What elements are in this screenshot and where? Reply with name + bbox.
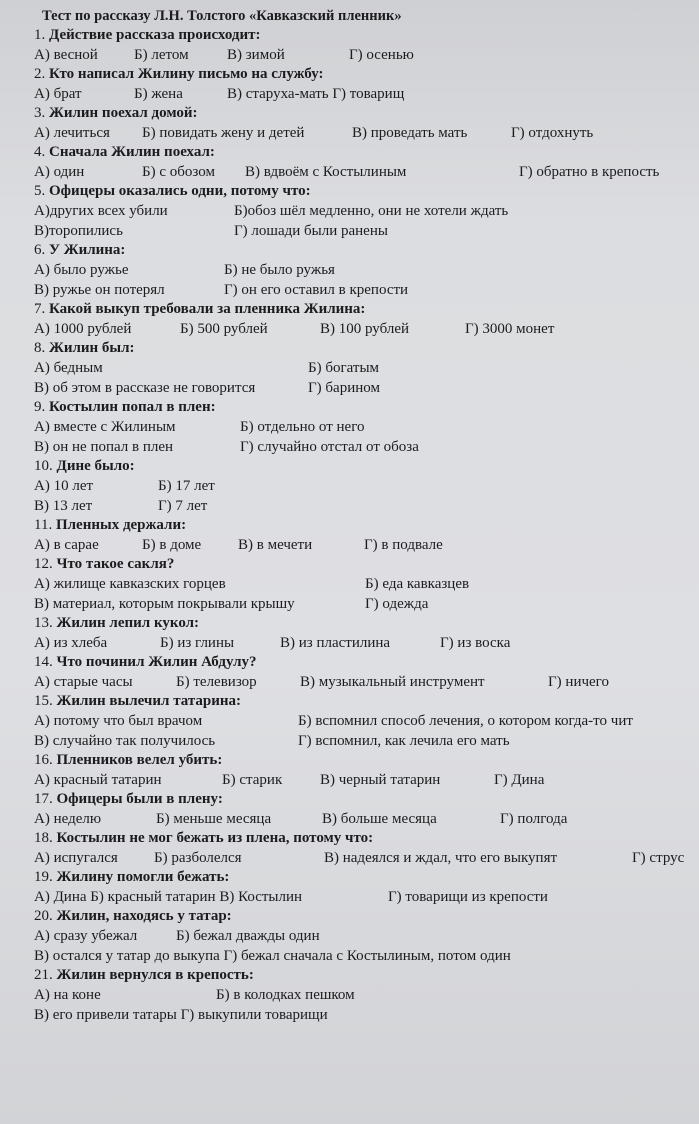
question-7 (34, 300, 699, 339)
answer-option[interactable]: В) в мечети (238, 537, 313, 553)
question-text (34, 692, 699, 711)
answer-option[interactable]: Б) не было ружья (224, 262, 335, 278)
question-number: 11. (34, 517, 53, 533)
answer-option[interactable]: Г) Дина (494, 772, 545, 788)
answer-row (34, 574, 699, 594)
answer-option[interactable]: В) вдвоём с Костылиным (245, 164, 407, 180)
question-12 (34, 555, 699, 614)
answer-option[interactable]: Г) обратно в крепость (519, 164, 660, 180)
answer-row (34, 123, 699, 143)
answer-option[interactable]: А) из хлеба (34, 635, 108, 651)
question-number: 7. (34, 301, 46, 317)
answer-option[interactable]: Б) в доме (142, 537, 202, 553)
answer-row (34, 260, 699, 280)
answer-option[interactable]: А) 1000 рублей (34, 321, 132, 337)
question-label: Что такое сакля? (52, 556, 175, 572)
answer-row (34, 946, 699, 966)
answer-option[interactable]: В) об этом в рассказе не говорится (34, 380, 256, 396)
question-number: 17. (34, 791, 53, 807)
question-2 (34, 65, 699, 104)
question-14 (34, 653, 699, 692)
answer-option[interactable]: Г) в подвале (364, 537, 443, 553)
answer-option[interactable]: Б) богатым (308, 360, 380, 376)
question-number: 9. (34, 399, 46, 415)
answer-option[interactable]: В) из пластилина (280, 635, 391, 651)
answer-row (34, 711, 699, 731)
question-number: 2. (34, 66, 46, 82)
question-number: 16. (34, 752, 53, 768)
answer-option[interactable]: А) потому что был врачом (34, 713, 203, 729)
answer-option[interactable]: В) ружье он потерял (34, 282, 165, 298)
answer-row (34, 280, 699, 300)
question-text (34, 907, 699, 926)
answer-option[interactable]: А) бедным (34, 360, 103, 376)
answer-option[interactable]: В) случайно так получилось (34, 733, 216, 749)
answer-row (34, 319, 699, 339)
question-label: Офицеры были в плену: (52, 791, 223, 807)
question-17 (34, 790, 699, 829)
answer-option[interactable]: А) сразу убежал (34, 928, 138, 944)
answer-row (34, 378, 699, 398)
answer-option[interactable]: А)других всех убили (34, 203, 168, 219)
question-text (34, 300, 699, 319)
answer-option[interactable]: А) вместе с Жилиным (34, 419, 176, 435)
answer-row (34, 221, 699, 241)
answer-row (34, 672, 699, 692)
answer-option[interactable]: Г) из воска (440, 635, 511, 651)
answer-option[interactable]: В) остался у татар до выкупа Г) бежал сначала с Костылиным, потом один (34, 948, 511, 964)
answer-option[interactable]: А) один (34, 164, 85, 180)
answer-option[interactable]: А) старые часы (34, 674, 133, 690)
answer-option[interactable]: Б) из глины (160, 635, 235, 651)
answer-option[interactable]: В) музыкальный инструмент (300, 674, 485, 690)
question-label: Пленников велел убить: (52, 752, 223, 768)
question-label: Действие рассказа происходит: (45, 27, 261, 43)
question-5 (34, 182, 699, 241)
question-number: 18. (34, 830, 53, 846)
question-text (34, 653, 699, 672)
question-text (34, 829, 699, 848)
question-text (34, 966, 699, 985)
question-16 (34, 751, 699, 790)
answer-option[interactable]: Б) бежал дважды один (176, 928, 320, 944)
question-text (34, 751, 699, 770)
answer-option[interactable]: В)торопились (34, 223, 123, 239)
page-title: Тест по рассказу Л.Н. Толстого «Кавказский пленник» (42, 8, 402, 24)
question-number: 1. (34, 27, 46, 43)
question-text (34, 339, 699, 358)
answer-option[interactable]: А) было ружье (34, 262, 129, 278)
answer-option[interactable]: В) надеялся и ждал, что его выкупят (324, 850, 558, 866)
question-number: 6. (34, 242, 46, 258)
answer-option[interactable]: В) его привели татары Г) выкупили товарищи (34, 1007, 328, 1023)
answer-row (34, 985, 699, 1005)
question-label: Жилину помогли бежать: (52, 869, 230, 885)
question-number: 3. (34, 105, 46, 121)
answer-option[interactable]: А) красный татарин (34, 772, 162, 788)
answer-option[interactable]: А) 10 лет (34, 478, 94, 494)
question-label: Жилин вернулся в крепость: (52, 967, 254, 983)
question-11 (34, 516, 699, 555)
question-list (34, 26, 699, 1025)
question-text (34, 26, 699, 45)
answer-option[interactable]: Б) жена (134, 86, 183, 102)
question-label: Костылин попал в плен: (45, 399, 216, 415)
answer-option[interactable]: Б) разболелся (154, 850, 242, 866)
answer-option[interactable]: А) испугался (34, 850, 118, 866)
answer-option[interactable]: Б) еда кавказцев (365, 576, 470, 592)
question-3 (34, 104, 699, 143)
question-label: Сначала Жилин поехал: (45, 144, 215, 160)
question-13 (34, 614, 699, 653)
answer-option[interactable]: В) 13 лет (34, 498, 93, 514)
question-text (34, 457, 699, 476)
answer-row (34, 162, 699, 182)
answer-option[interactable]: В) 100 рублей (320, 321, 410, 337)
answer-row (34, 437, 699, 457)
question-text (34, 555, 699, 574)
question-label: Костылин не мог бежать из плена, потому что: (52, 830, 374, 846)
question-number: 19. (34, 869, 53, 885)
question-6 (34, 241, 699, 300)
answer-option[interactable]: В) черный татарин (320, 772, 441, 788)
answer-row (34, 594, 699, 614)
answer-row (34, 633, 699, 653)
question-number: 8. (34, 340, 46, 356)
answer-row (34, 358, 699, 378)
answer-option[interactable]: А) в сарае (34, 537, 99, 553)
question-15 (34, 692, 699, 751)
answer-option[interactable]: Б) летом (134, 47, 189, 63)
question-number: 15. (34, 693, 53, 709)
answer-option[interactable]: А) весной (34, 47, 98, 63)
answer-option[interactable]: Б) отдельно от него (240, 419, 365, 435)
question-label: Жилин, находясь у татар: (52, 908, 232, 924)
question-20 (34, 907, 699, 966)
answer-option[interactable]: Б) повидать жену и детей (142, 125, 305, 141)
question-text (34, 790, 699, 809)
question-text (34, 143, 699, 162)
answer-row (34, 887, 699, 907)
question-text (34, 182, 699, 201)
answer-row (34, 45, 699, 65)
answer-option[interactable]: Б) телевизор (176, 674, 257, 690)
answer-option[interactable]: Г) ничего (548, 674, 609, 690)
question-4 (34, 143, 699, 182)
answer-option[interactable]: Г) отдохнуть (511, 125, 594, 141)
answer-option[interactable]: Б) меньше месяца (156, 811, 272, 827)
answer-option[interactable]: В) он не попал в плен (34, 439, 174, 455)
question-number: 12. (34, 556, 53, 572)
answer-option[interactable]: Б) в колодках пешком (216, 987, 355, 1003)
answer-option[interactable]: Г) лошади были ранены (234, 223, 388, 239)
answer-option[interactable]: В) старуха-мать Г) товарищ (227, 86, 405, 102)
answer-row (34, 1005, 699, 1025)
answer-row (34, 731, 699, 751)
answer-option[interactable]: А) Дина Б) красный татарин В) Костылин (34, 889, 303, 905)
answer-option[interactable]: В) материал, которым покрывали крышу (34, 596, 295, 612)
question-label: Жилин лепил кукол: (52, 615, 200, 631)
question-label: Дине было: (52, 458, 135, 474)
answer-row (34, 848, 699, 868)
answer-row (34, 535, 699, 555)
answer-row (34, 496, 699, 516)
answer-option[interactable]: А) на коне (34, 987, 101, 1003)
answer-option[interactable]: А) лечиться (34, 125, 110, 141)
question-number: 4. (34, 144, 46, 160)
question-number: 5. (34, 183, 46, 199)
question-9 (34, 398, 699, 457)
question-text (34, 398, 699, 417)
question-number: 13. (34, 615, 53, 631)
answer-option[interactable]: А) жилище кавказских горцев (34, 576, 226, 592)
question-label: Что починил Жилин Абдулу? (52, 654, 257, 670)
answer-option[interactable]: В) больше месяца (322, 811, 437, 827)
answer-option[interactable]: Г) полгода (500, 811, 568, 827)
answer-option[interactable]: Г) одежда (365, 596, 429, 612)
question-8 (34, 339, 699, 398)
answer-option[interactable]: А) брат (34, 86, 82, 102)
answer-option[interactable]: В) зимой (227, 47, 285, 63)
question-label: Офицеры оказались одни, потому что: (45, 183, 311, 199)
question-text (34, 614, 699, 633)
answer-option[interactable]: В) проведать мать (352, 125, 468, 141)
answer-option[interactable]: Г) он его оставил в крепости (224, 282, 409, 298)
answer-option[interactable]: Б) 500 рублей (180, 321, 268, 337)
question-number: 21. (34, 967, 53, 983)
answer-row (34, 926, 699, 946)
question-21 (34, 966, 699, 1025)
answer-option[interactable]: Г) 7 лет (158, 498, 208, 514)
question-label: Жилин был: (45, 340, 135, 356)
answer-option[interactable]: Г) случайно отстал от обоза (240, 439, 419, 455)
answer-row (34, 809, 699, 829)
answer-option[interactable]: Г) барином (308, 380, 380, 396)
question-text (34, 868, 699, 887)
question-10 (34, 457, 699, 516)
question-label: Какой выкуп требовали за пленника Жилина: (45, 301, 366, 317)
answer-row (34, 201, 699, 221)
question-label: Кто написал Жилину письмо на службу: (45, 66, 324, 82)
question-text (34, 65, 699, 84)
question-18 (34, 829, 699, 868)
question-text (34, 241, 699, 260)
answer-option[interactable]: Б)обоз шёл медленно, они не хотели ждать (234, 203, 509, 219)
question-number: 10. (34, 458, 53, 474)
question-number: 20. (34, 908, 53, 924)
answer-option[interactable]: Г) осенью (349, 47, 414, 63)
question-number: 14. (34, 654, 53, 670)
answer-row (34, 84, 699, 104)
answer-option[interactable]: Г) 3000 монет (465, 321, 555, 337)
answer-row (34, 417, 699, 437)
answer-option[interactable]: Г) струс (632, 850, 685, 866)
question-text (34, 516, 699, 535)
answer-row (34, 770, 699, 790)
answer-option[interactable]: Б) вспомнил способ лечения, о котором когда-то чит (298, 713, 633, 729)
question-text (34, 104, 699, 123)
question-label: Жилин вылечил татарина: (52, 693, 242, 709)
question-19 (34, 868, 699, 907)
question-label: У Жилина: (45, 242, 126, 258)
answer-option[interactable]: Б) 17 лет (158, 478, 215, 494)
answer-option[interactable]: Б) с обозом (142, 164, 215, 180)
question-1 (34, 26, 699, 65)
question-label: Жилин поехал домой: (45, 105, 198, 121)
answer-option[interactable]: А) неделю (34, 811, 102, 827)
answer-option[interactable]: Г) товарищи из крепости (388, 889, 548, 905)
answer-option[interactable]: Б) старик (222, 772, 283, 788)
question-label: Пленных держали: (52, 517, 187, 533)
answer-option[interactable]: Г) вспомнил, как лечила его мать (298, 733, 510, 749)
answer-row (34, 476, 699, 496)
